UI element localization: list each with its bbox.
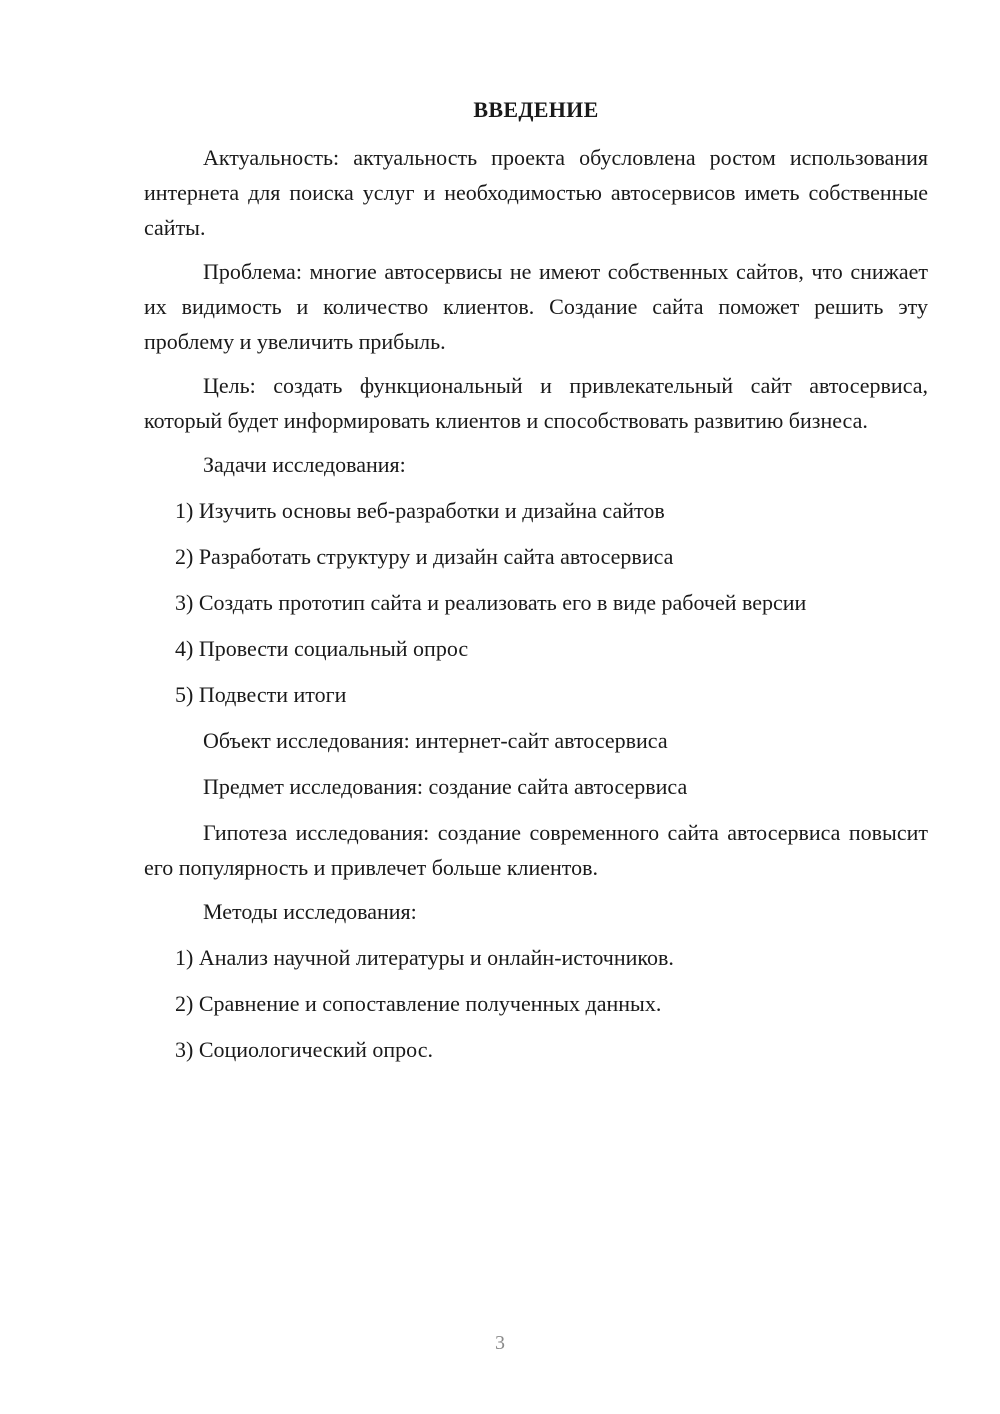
problem-paragraph: Проблема: многие автосервисы не имеют собственных сайтов, что снижает их видимость и количество клиентов. Создание сайта поможет решить эту проблему и увеличить прибыль.	[144, 259, 928, 354]
list-item: 3) Социологический опрос.	[175, 1037, 433, 1062]
list-item: 4) Провести социальный опрос	[175, 636, 469, 661]
hypothesis-paragraph: Гипотеза исследования: создание современного сайта автосервиса повысит его популярность и привлечет больше клиентов.	[144, 820, 928, 880]
page-content	[144, 94, 928, 1078]
list-item: 2) Разработать структуру и дизайн сайта автосервиса	[175, 544, 674, 569]
goal-paragraph: Цель: создать функциональный и привлекательный сайт автосервиса, который будет информировать клиентов и способствовать развитию бизнеса.	[144, 373, 928, 433]
object-paragraph: Объект исследования: интернет-сайт автосервиса	[203, 728, 668, 753]
list-item: 5) Подвести итоги	[175, 682, 347, 707]
list-item: 2) Сравнение и сопоставление полученных данных.	[175, 991, 662, 1016]
tasks-heading: Задачи исследования:	[203, 452, 406, 477]
section-title: ВВЕДЕНИЕ	[473, 97, 599, 122]
tasks-list	[144, 493, 928, 712]
subject-paragraph: Предмет исследования: создание сайта автосервиса	[203, 774, 688, 799]
list-item: 1) Изучить основы веб-разработки и дизайна сайтов	[175, 498, 665, 523]
methods-list	[144, 940, 928, 1067]
methods-heading: Методы исследования:	[203, 899, 417, 924]
list-item: 3) Создать прототип сайта и реализовать его в виде рабочей версии	[175, 590, 807, 615]
page-number: 3	[495, 1332, 505, 1354]
relevance-paragraph: Актуальность: актуальность проекта обусловлена ростом использования интернета для поиска услуг и необходимостью автосервисов иметь собственные сайты.	[144, 145, 928, 240]
list-item: 1) Анализ научной литературы и онлайн-источников.	[175, 945, 674, 970]
